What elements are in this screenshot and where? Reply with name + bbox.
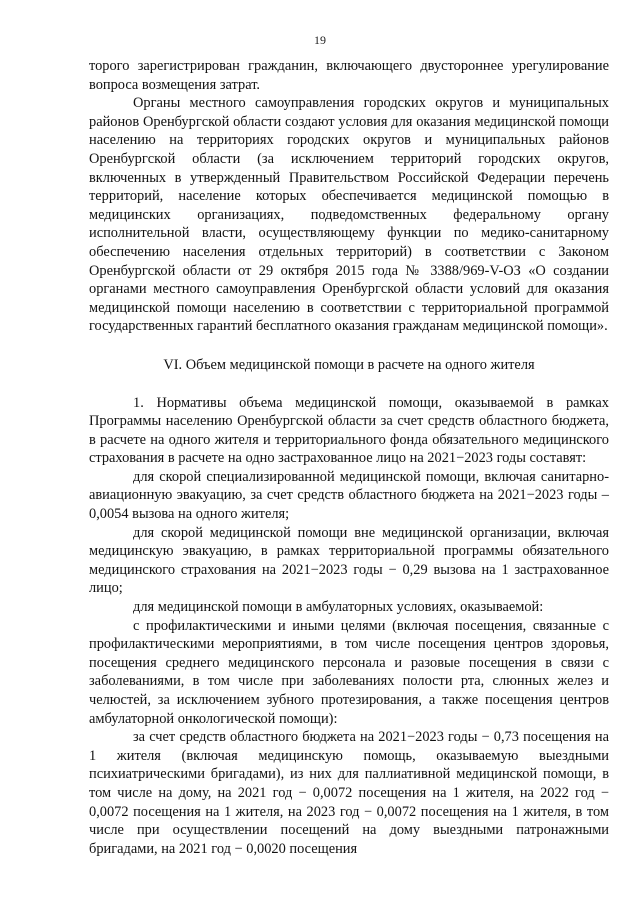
page-number: 19 xyxy=(314,33,326,47)
paragraph-outpatient: для медицинской помощи в амбулаторных условиях, оказываемой: xyxy=(133,599,544,616)
paragraph-preventive: с профилактическими и иными целями (включая посещения, связанные с профилактическими мероприятиями, в том числе посещения центров здоровья, посещения среднего медицинского персонала и разовые посещения в связи с заболеваниями, в том числе при заболеваниях полости рта, слюнных желез и челюстей, за исключением зубного протезирования, а также посещения центров амбулаторной онкологической помощи): xyxy=(89,617,609,727)
paragraph-volume-norms: 1. Нормативы объема медицинской помощи, оказываемой в рамках Программы населению Оренбургской области за счет средств областного бюджета, в расчете на одного жителя и территориального фонда обязательного медицинского страхования в расчете на одно застрахованное лицо на 2021−2023 годы составят: xyxy=(89,394,609,467)
paragraph-local-government: Органы местного самоуправления городских округов и муниципальных районов Оренбургской области создают условия для оказания медицинской помощи населению на территориях городских округов и муниципальных районов Оренбургской области (за исключением территорий городских округов, включенных в утвержденный Правительством Российской Федерации перечень территорий, население которых обеспечивается медицинской помощью в медицинских организациях, подведомственных федеральному органу исполнительной власти, осуществляющему функции по медико-санитарному обеспечению населения отдельных территорий) в соответствии с Законом Оренбургской области от 29 октября 2015 года № 3388/969-V-ОЗ «О создании органами местного самоуправления Оренбургской области условий для оказания медицинской помощи населению в соответствии с территориальной программой государственных гарантий бесплатного оказания гражданам медицинской помощи». xyxy=(89,95,609,335)
section-heading: VI. Объем медицинской помощи в расчете на одного жителя xyxy=(163,356,535,373)
paragraph-specialized-emergency: для скорой специализированной медицинской помощи, включая санитарно-авиационную эвакуацию, за счет средств областного бюджета на 2021−2023 годы – 0,0054 вызова на одного жителя; xyxy=(89,468,609,523)
paragraph-emergency-outside: для скорой медицинской помощи вне медицинской организации, включая медицинскую эвакуацию, в рамках территориальной программы обязательного медицинского страхования на 2021−2023 годы − 0,29 вызова на 1 застрахованное лицо; xyxy=(89,524,609,597)
paragraph-continuation: торого зарегистрирован гражданин, включающего двустороннее урегулирование вопроса возмещения затрат. xyxy=(89,58,609,93)
document-body xyxy=(89,57,609,858)
paragraph-regional-budget: за счет средств областного бюджета на 2021−2023 годы − 0,73 посещения на 1 жителя (включая медицинскую помощь, оказываемую выездными психиатрическими бригадами), из них для паллиативной медицинской помощи, в том числе на дому, на 2021 год − 0,0072 посещения на 1 жителя, на 2022 год − 0,0072 посещения на 1 жителя, на 2023 год − 0,0072 посещения на 1 жителя, в том числе при осуществлении посещений на дому выездными патронажными бригадами, на 2021 год − 0,0020 посещения xyxy=(89,729,609,857)
